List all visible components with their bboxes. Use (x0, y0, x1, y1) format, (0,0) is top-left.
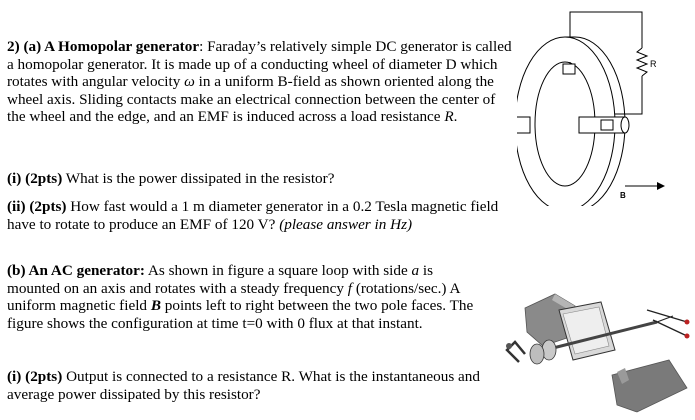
ac-generator-figure (497, 280, 692, 415)
problem-a-heading: 2) (a) A Homopolar generator (7, 38, 200, 55)
resistor-variable: R (444, 108, 454, 125)
problem-a-text-2: in a uniform B-field as shown oriented along the wheel axis. Sliding contacts make an electrical connection between the center of the wheel and the edge, and an EMF is induced across a load resistance (7, 73, 496, 125)
problem-a-description (7, 38, 512, 126)
output-lead-2 (653, 320, 687, 336)
field-variable: B (150, 297, 161, 314)
resistor-label: R (650, 59, 657, 69)
question-a-i-label: (i) (2pts) (7, 170, 63, 187)
problem-b-text-4: points left to right between the two pole faces. The figure shows the configuration at time t=0 with 0 flux at that instant. (7, 297, 474, 332)
problem-a-text-1: : Faraday’s relatively simple DC generator is called a homopolar generator. It is made up of a conducting wheel of diameter D which rotates with angular velocity (7, 38, 512, 90)
question-a-ii-label: (ii) (2pts) (7, 198, 67, 215)
side-variable: a (411, 262, 420, 279)
axle-stub-left (517, 117, 530, 133)
problem-b-description (7, 262, 482, 332)
question-a-i (7, 170, 512, 188)
question-a-ii-note: (please answer in Hz) (279, 215, 413, 233)
problem-b-heading: (b) An AC generator: (7, 262, 145, 279)
problem-b-text-1: As shown in figure a square loop with side (144, 262, 412, 279)
homopolar-generator-figure (517, 6, 677, 206)
question-a-ii (7, 198, 512, 233)
frequency-variable: f (347, 279, 353, 297)
question-a-ii-text: How fast would a 1 m diameter generator in a 0.2 Tesla magnetic field have to rotate to produce an EMF of 120 V? (7, 198, 499, 233)
question-b-i (7, 368, 497, 403)
omega-symbol: ω (184, 73, 195, 90)
question-a-i-text: What is the power dissipated in the resistor? (62, 170, 335, 187)
resistor-symbol (637, 48, 647, 76)
field-arrow-head (657, 182, 665, 190)
field-label: B (620, 191, 626, 200)
magnet-pole-right (612, 360, 687, 412)
problem-b-text-3: (rotations/sec.) A uniform magnetic field (7, 279, 460, 314)
problem-a-text-3: . (453, 108, 458, 125)
question-b-i-text: Output is connected to a resistance R. What is the instantaneous and average power dissipated by this resistor? (7, 368, 480, 403)
edge-contact (563, 64, 575, 74)
question-b-i-label: (i) (2pts) (7, 368, 63, 385)
problem-b-text-2: is mounted on an axis and rotates with a steady frequency (7, 262, 434, 297)
shaft-end-lead (657, 316, 673, 322)
center-contact (601, 120, 613, 130)
axle-end (621, 117, 629, 133)
slip-ring-2 (530, 344, 544, 364)
